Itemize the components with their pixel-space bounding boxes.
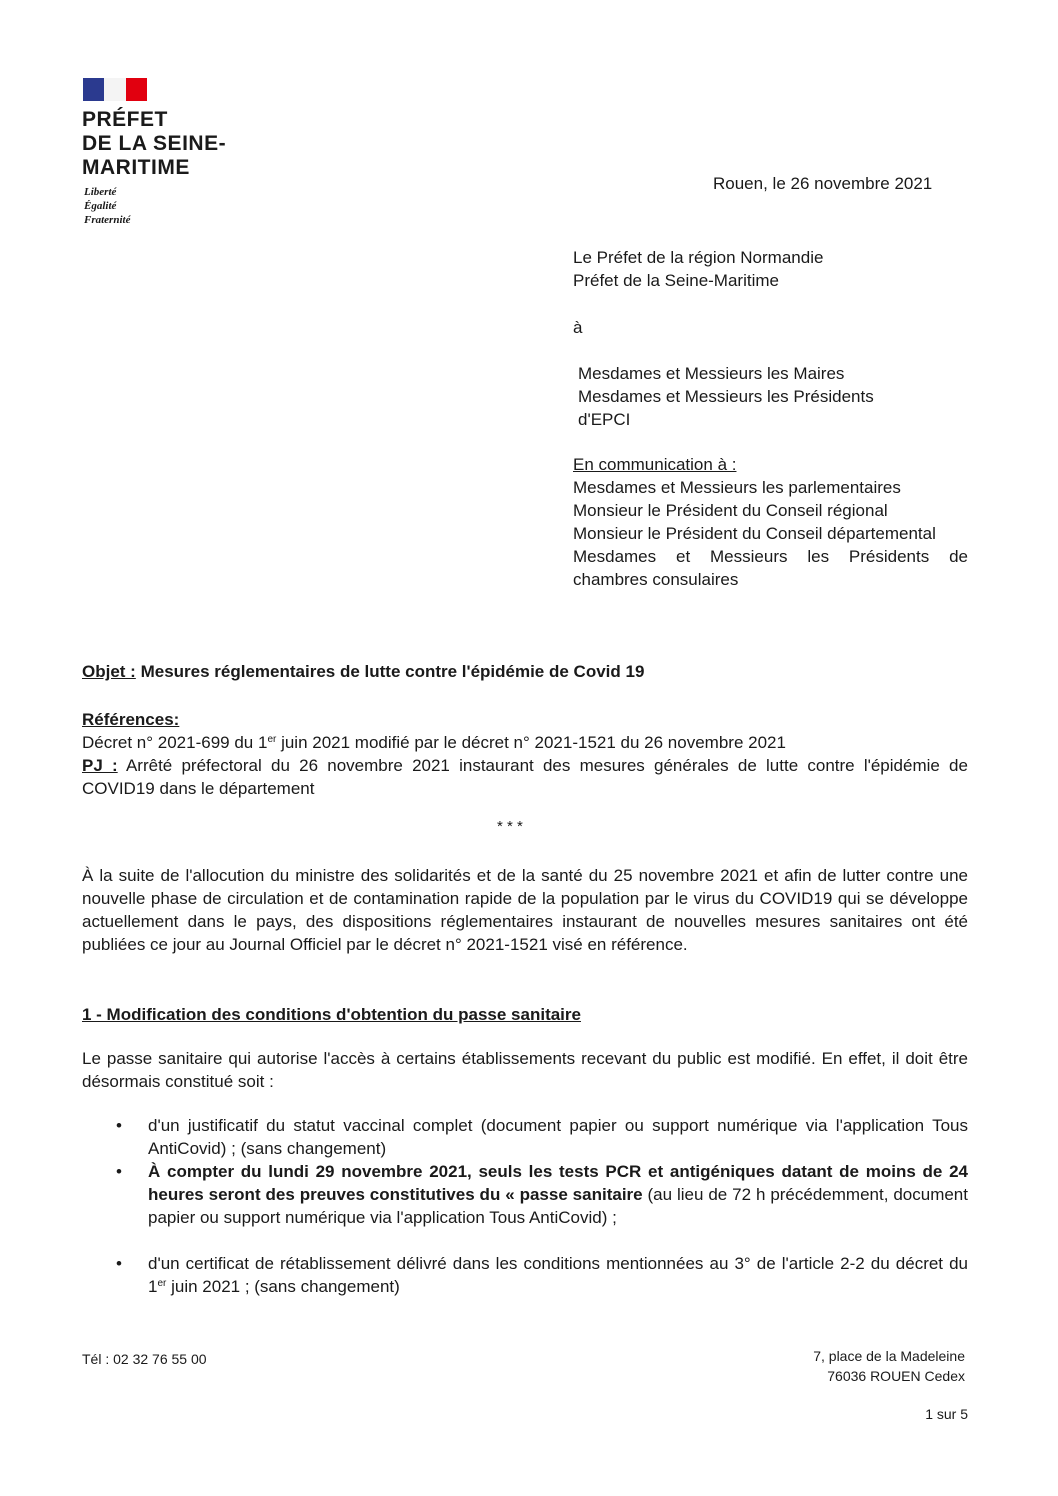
bullet-bold-text: À compter du lundi 29 novembre 2021, seuls les tests PCR et antigéniques datant de moins de 24 heures seront des preuves constitutives du « passe sanitaire <box>148 1162 968 1204</box>
recipient-line: Mesdames et Messieurs les Maires <box>578 364 845 383</box>
list-item <box>82 1160 968 1252</box>
bullet-text-start: d'un certificat de rétablissement délivré dans les conditions mentionnées au 3° de l'article 2-2 du décret du 1 <box>148 1254 968 1296</box>
bullet-sup: er <box>157 1278 167 1289</box>
copy-line: Mesdames et Messieurs les parlementaires <box>573 478 901 497</box>
copy-block <box>573 453 968 591</box>
brand-line: PRÉFET <box>82 108 168 131</box>
motto-line: Liberté <box>84 186 117 198</box>
references-label: Références: <box>82 710 180 729</box>
page-number: 1 sur 5 <box>925 1406 968 1422</box>
section-separator: * * * <box>497 818 523 835</box>
section-1-title: 1 - Modification des conditions d'obtention du passe sanitaire <box>82 1005 581 1024</box>
motto-line: Égalité <box>84 200 117 212</box>
intro-paragraph: À la suite de l'allocution du ministre des solidarités et de la santé du 25 novembre 2021 et afin de lutter contre une nouvelle phase de circulation et de contamination rapide de la population par le virus du COVID19 qui se développe actuellement dans le pays, des dispositions réglementaires instaurant de nouvelles mesures sanitaires ont été publiées ce jour au Journal Officiel par le décret n° 2021-1521 visé en référence. <box>82 866 968 954</box>
footer-address <box>813 1346 965 1386</box>
sender-block <box>573 246 968 292</box>
list-item <box>82 1114 968 1160</box>
address-line: 7, place de la Madeleine <box>813 1348 965 1364</box>
references-block <box>82 708 968 800</box>
decree-reference <box>82 731 968 754</box>
bullet-icon: • <box>116 1116 122 1135</box>
attachment-reference <box>82 754 968 800</box>
footer-phone: Tél : 02 32 76 55 00 <box>82 1351 207 1367</box>
flag-white-band <box>104 78 125 101</box>
address-line: 76036 ROUEN Cedex <box>827 1368 965 1384</box>
flag-red-band <box>126 78 147 101</box>
pj-label: PJ : <box>82 756 118 775</box>
decree-text: Décret n° 2021-699 du 1 <box>82 733 268 752</box>
flag-blue-band <box>83 78 104 101</box>
motto-line: Fraternité <box>84 214 131 226</box>
decree-text-end: juin 2021 modifié par le décret n° 2021-1521 du 26 novembre 2021 <box>276 733 786 752</box>
to-word: à <box>573 318 583 337</box>
object-label: Objet : <box>82 662 136 681</box>
list-item <box>82 1252 968 1298</box>
pj-text: Arrêté préfectoral du 26 novembre 2021 instaurant des mesures générales de lutte contre l'épidémie de COVID19 dans le département <box>82 756 968 798</box>
copy-line: Mesdames et Messieurs les Présidents de chambres consulaires <box>573 547 968 589</box>
recipient-line: Mesdames et Messieurs les Présidents d'EPCI <box>578 387 874 429</box>
bullet-text-end: juin 2021 ; (sans changement) <box>166 1277 400 1296</box>
bullet-icon: • <box>116 1254 122 1273</box>
object-text: Mesures réglementaires de lutte contre l'épidémie de Covid 19 <box>140 662 645 681</box>
prefecture-name <box>82 108 226 180</box>
decree-sup: er <box>267 734 277 745</box>
sender-line: Le Préfet de la région Normandie <box>573 248 824 267</box>
section-1-lead: Le passe sanitaire qui autorise l'accès à certains établissements recevant du public est modifié. En effet, il doit être désormais constitué soit : <box>82 1049 968 1091</box>
brand-line: MARITIME <box>82 156 190 179</box>
sender-line: Préfet de la Seine-Maritime <box>573 271 779 290</box>
republic-flag-logo <box>83 78 147 101</box>
bullet-icon: • <box>116 1162 122 1181</box>
bullet-text <box>148 1160 968 1229</box>
bullet-text <box>148 1252 968 1298</box>
copy-heading: En communication à : <box>573 455 737 474</box>
bullet-rest-text: (au lieu de 72 h précédemment, document papier ou support numérique via l'application Tous AntiCovid) ; <box>148 1185 968 1227</box>
brand-line: DE LA SEINE- <box>82 132 227 155</box>
recipients-block <box>578 362 923 431</box>
copy-line: Monsieur le Président du Conseil régional <box>573 501 888 520</box>
bullet-text: d'un justificatif du statut vaccinal complet (document papier ou support numérique via l'application Tous AntiCovid) ; (sans changement) <box>148 1116 968 1158</box>
letter-date: Rouen, le 26 novembre 2021 <box>713 174 933 193</box>
copy-line: Monsieur le Président du Conseil départemental <box>573 524 936 543</box>
republic-motto <box>84 185 130 227</box>
object-line <box>82 660 968 683</box>
